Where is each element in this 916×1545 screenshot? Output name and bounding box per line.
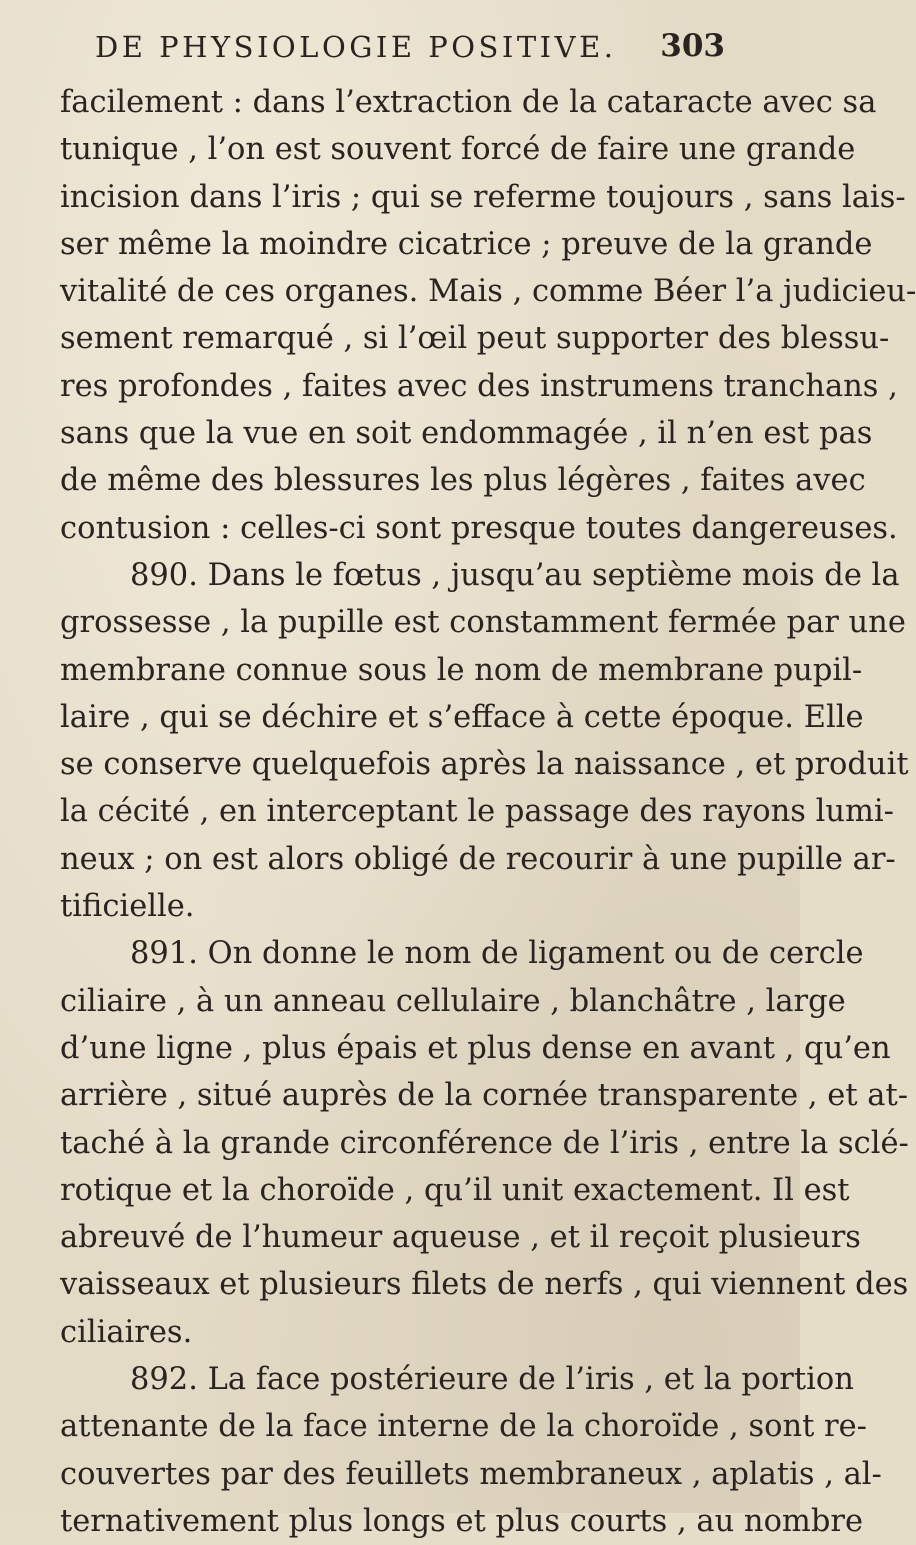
text-line: grossesse , la pupille est constamment fermée par une [60,605,906,641]
body-text [60,79,916,1545]
text-line: d’une ligne , plus épais et plus dense en avant , qu’en [60,1030,891,1066]
text-line: tificielle. [60,889,195,925]
text-line: attenante de la face interne de la choroïde , sont re- [60,1409,867,1445]
text-line: ciliaires. [60,1314,193,1350]
text-line: res profondes , faites avec des instrumens tranchans , [60,368,898,404]
page-header [95,20,735,68]
running-head: DE PHYSIOLOGIE POSITIVE. [95,30,617,64]
text-line: ciliaire , à un anneau cellulaire , blanchâtre , large [60,983,846,1019]
text-line: neux ; on est alors obligé de recourir à une pupille ar- [60,841,896,877]
text-line: membrane connue sous le nom de membrane pupil- [60,652,863,688]
text-line: abreuvé de l’humeur aqueuse , et il reçoit plusieurs [60,1220,861,1256]
text-line: ser même la moindre cicatrice ; preuve de la grande [60,226,873,262]
text-line: contusion : celles-ci sont presque toutes dangereuses. [60,510,898,546]
text-line: tunique , l’on est souvent forcé de faire une grande [60,132,856,168]
text-line: arrière , situé auprès de la cornée transparente , et at- [60,1078,909,1114]
text-line: rotique et la choroïde , qu’il unit exactement. Il est [60,1172,850,1208]
paragraph-891-start: 891. On donne le nom de ligament ou de cercle [130,936,864,972]
text-line: ternativement plus longs et plus courts , au nombre [60,1503,864,1539]
text-line: incision dans l’iris ; qui se referme toujours , sans lais- [60,179,906,215]
text-line: de même des blessures les plus légères , faites avec [60,463,866,499]
text-line: facilement : dans l’extraction de la cataracte avec sa [60,85,877,120]
text-line: couvertes par des feuillets membraneux , aplatis , al- [60,1456,882,1492]
text-line: la cécité , en interceptant le passage des rayons lumi- [60,794,894,830]
text-line: sement remarqué , si l’œil peut supporter des blessu- [60,321,890,357]
text-line: taché à la grande circonférence de l’iris , entre la sclé- [60,1125,909,1161]
paragraph-892-start: 892. La face postérieure de l’iris , et la portion [130,1362,854,1398]
paragraph-890-start: 890. Dans le fœtus , jusqu’au septième mois de la [130,557,900,593]
text-line: sans que la vue en soit endommagée , il n’en est pas [60,416,873,452]
text-line: laire , qui se déchire et s’efface à cette époque. Elle [60,699,864,735]
text-line: vaisseaux et plusieurs filets de nerfs , qui viennent des [60,1267,909,1303]
text-line: se conserve quelquefois après la naissance , et produit [60,747,909,783]
text-line: vitalité de ces organes. Mais , comme Béer l’a judicieu- [60,274,916,310]
page-number: 303 [660,28,725,64]
